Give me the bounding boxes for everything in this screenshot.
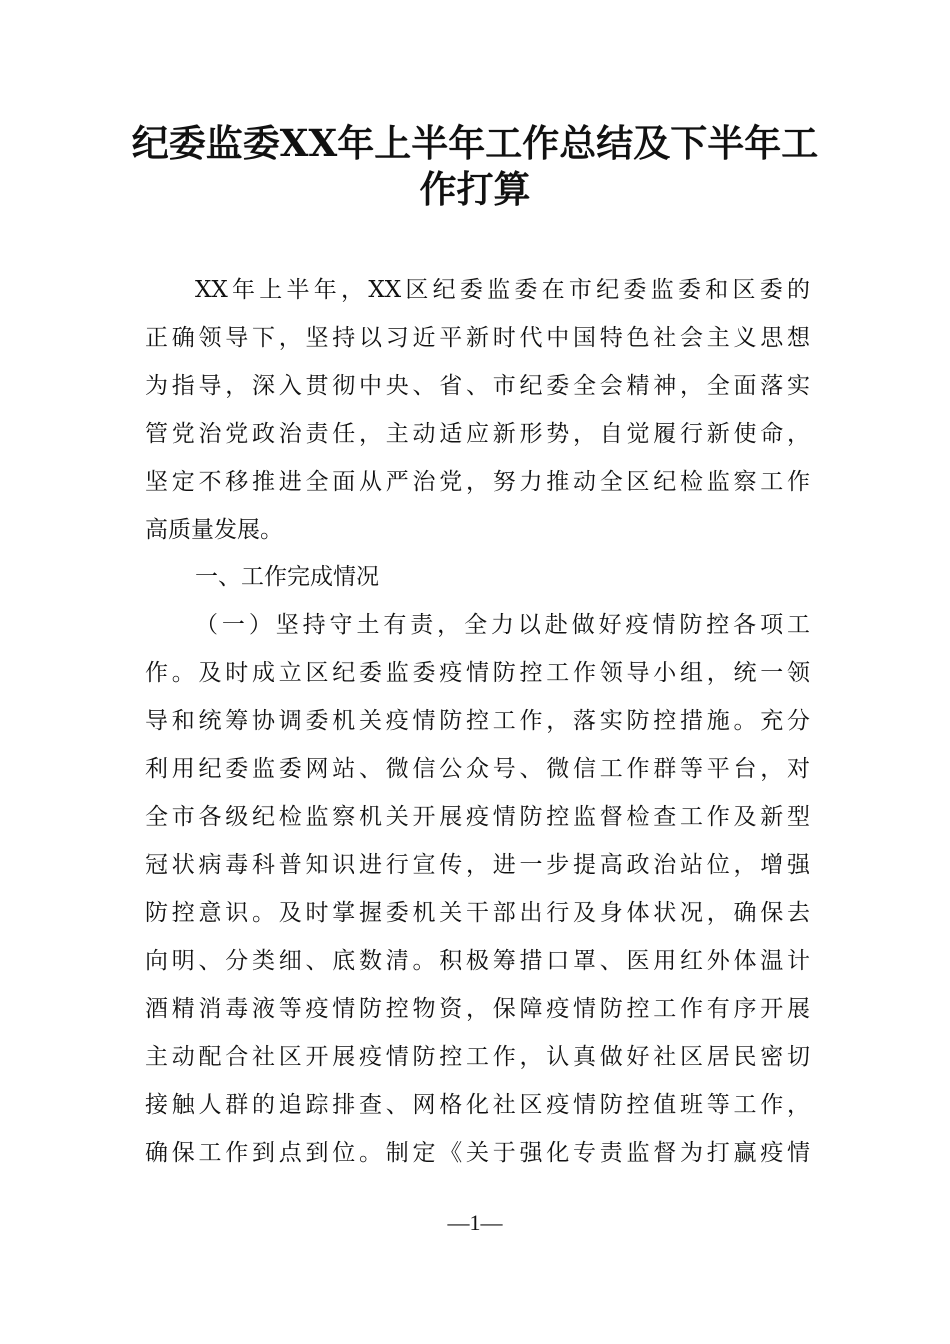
text-line: 冠状病毒科普知识进行宣传，进一步提高政治站位，增强 (145, 852, 810, 878)
text-line: 主动配合社区开展疫情防控工作，认真做好社区居民密切 (145, 1044, 810, 1070)
section-heading (145, 553, 810, 601)
document-title-line-2: 作打算 (419, 167, 531, 211)
text-line: 为指导，深入贯彻中央、省、市纪委全会精神，全面落实 (145, 373, 810, 399)
text-line: 酒精消毒液等疫情防控物资，保障疫情防控工作有序开展 (145, 996, 810, 1022)
text-line: 防控意识。及时掌握委机关干部出行及身体状况，确保去 (145, 900, 810, 926)
section-paragraph (145, 601, 810, 1177)
section-heading-text: 一、工作完成情况 (195, 564, 379, 590)
text-line: 确保工作到点到位。制定《关于强化专责监督为打赢疫情 (145, 1140, 810, 1166)
text-line: 坚定不移推进全面从严治党，努力推动全区纪检监察工作 (145, 469, 810, 495)
text-line: 作。及时成立区纪委监委疫情防控工作领导小组，统一领 (145, 660, 810, 686)
text-line: XX年上半年，XX区纪委监委在市纪委监委和区委的 (195, 277, 810, 303)
text-line: 向明、分类细、底数清。积极筹措口罩、医用红外体温计 (145, 948, 810, 974)
text-line: 全市各级纪检监察机关开展疫情防控监督检查工作及新型 (145, 804, 810, 830)
text-line: 接触人群的追踪排查、网格化社区疫情防控值班等工作， (145, 1092, 810, 1118)
document-title-line-1: 纪委监委XX年上半年工作总结及下半年工 (131, 121, 819, 165)
text-line: 管党治党政治责任，主动适应新形势，自觉履行新使命， (145, 421, 810, 447)
text-line: 利用纪委监委网站、微信公众号、微信工作群等平台，对 (145, 756, 810, 782)
intro-paragraph (145, 266, 810, 554)
text-line: 导和统筹协调委机关疫情防控工作，落实防控措施。充分 (145, 708, 810, 734)
text-line: （一）坚持守土有责，全力以赴做好疫情防控各项工 (195, 612, 810, 638)
text-line: 正确领导下，坚持以习近平新时代中国特色社会主义思想 (145, 325, 810, 351)
page-number: —1— (447, 1210, 503, 1235)
text-line: 高质量发展。 (145, 517, 283, 543)
